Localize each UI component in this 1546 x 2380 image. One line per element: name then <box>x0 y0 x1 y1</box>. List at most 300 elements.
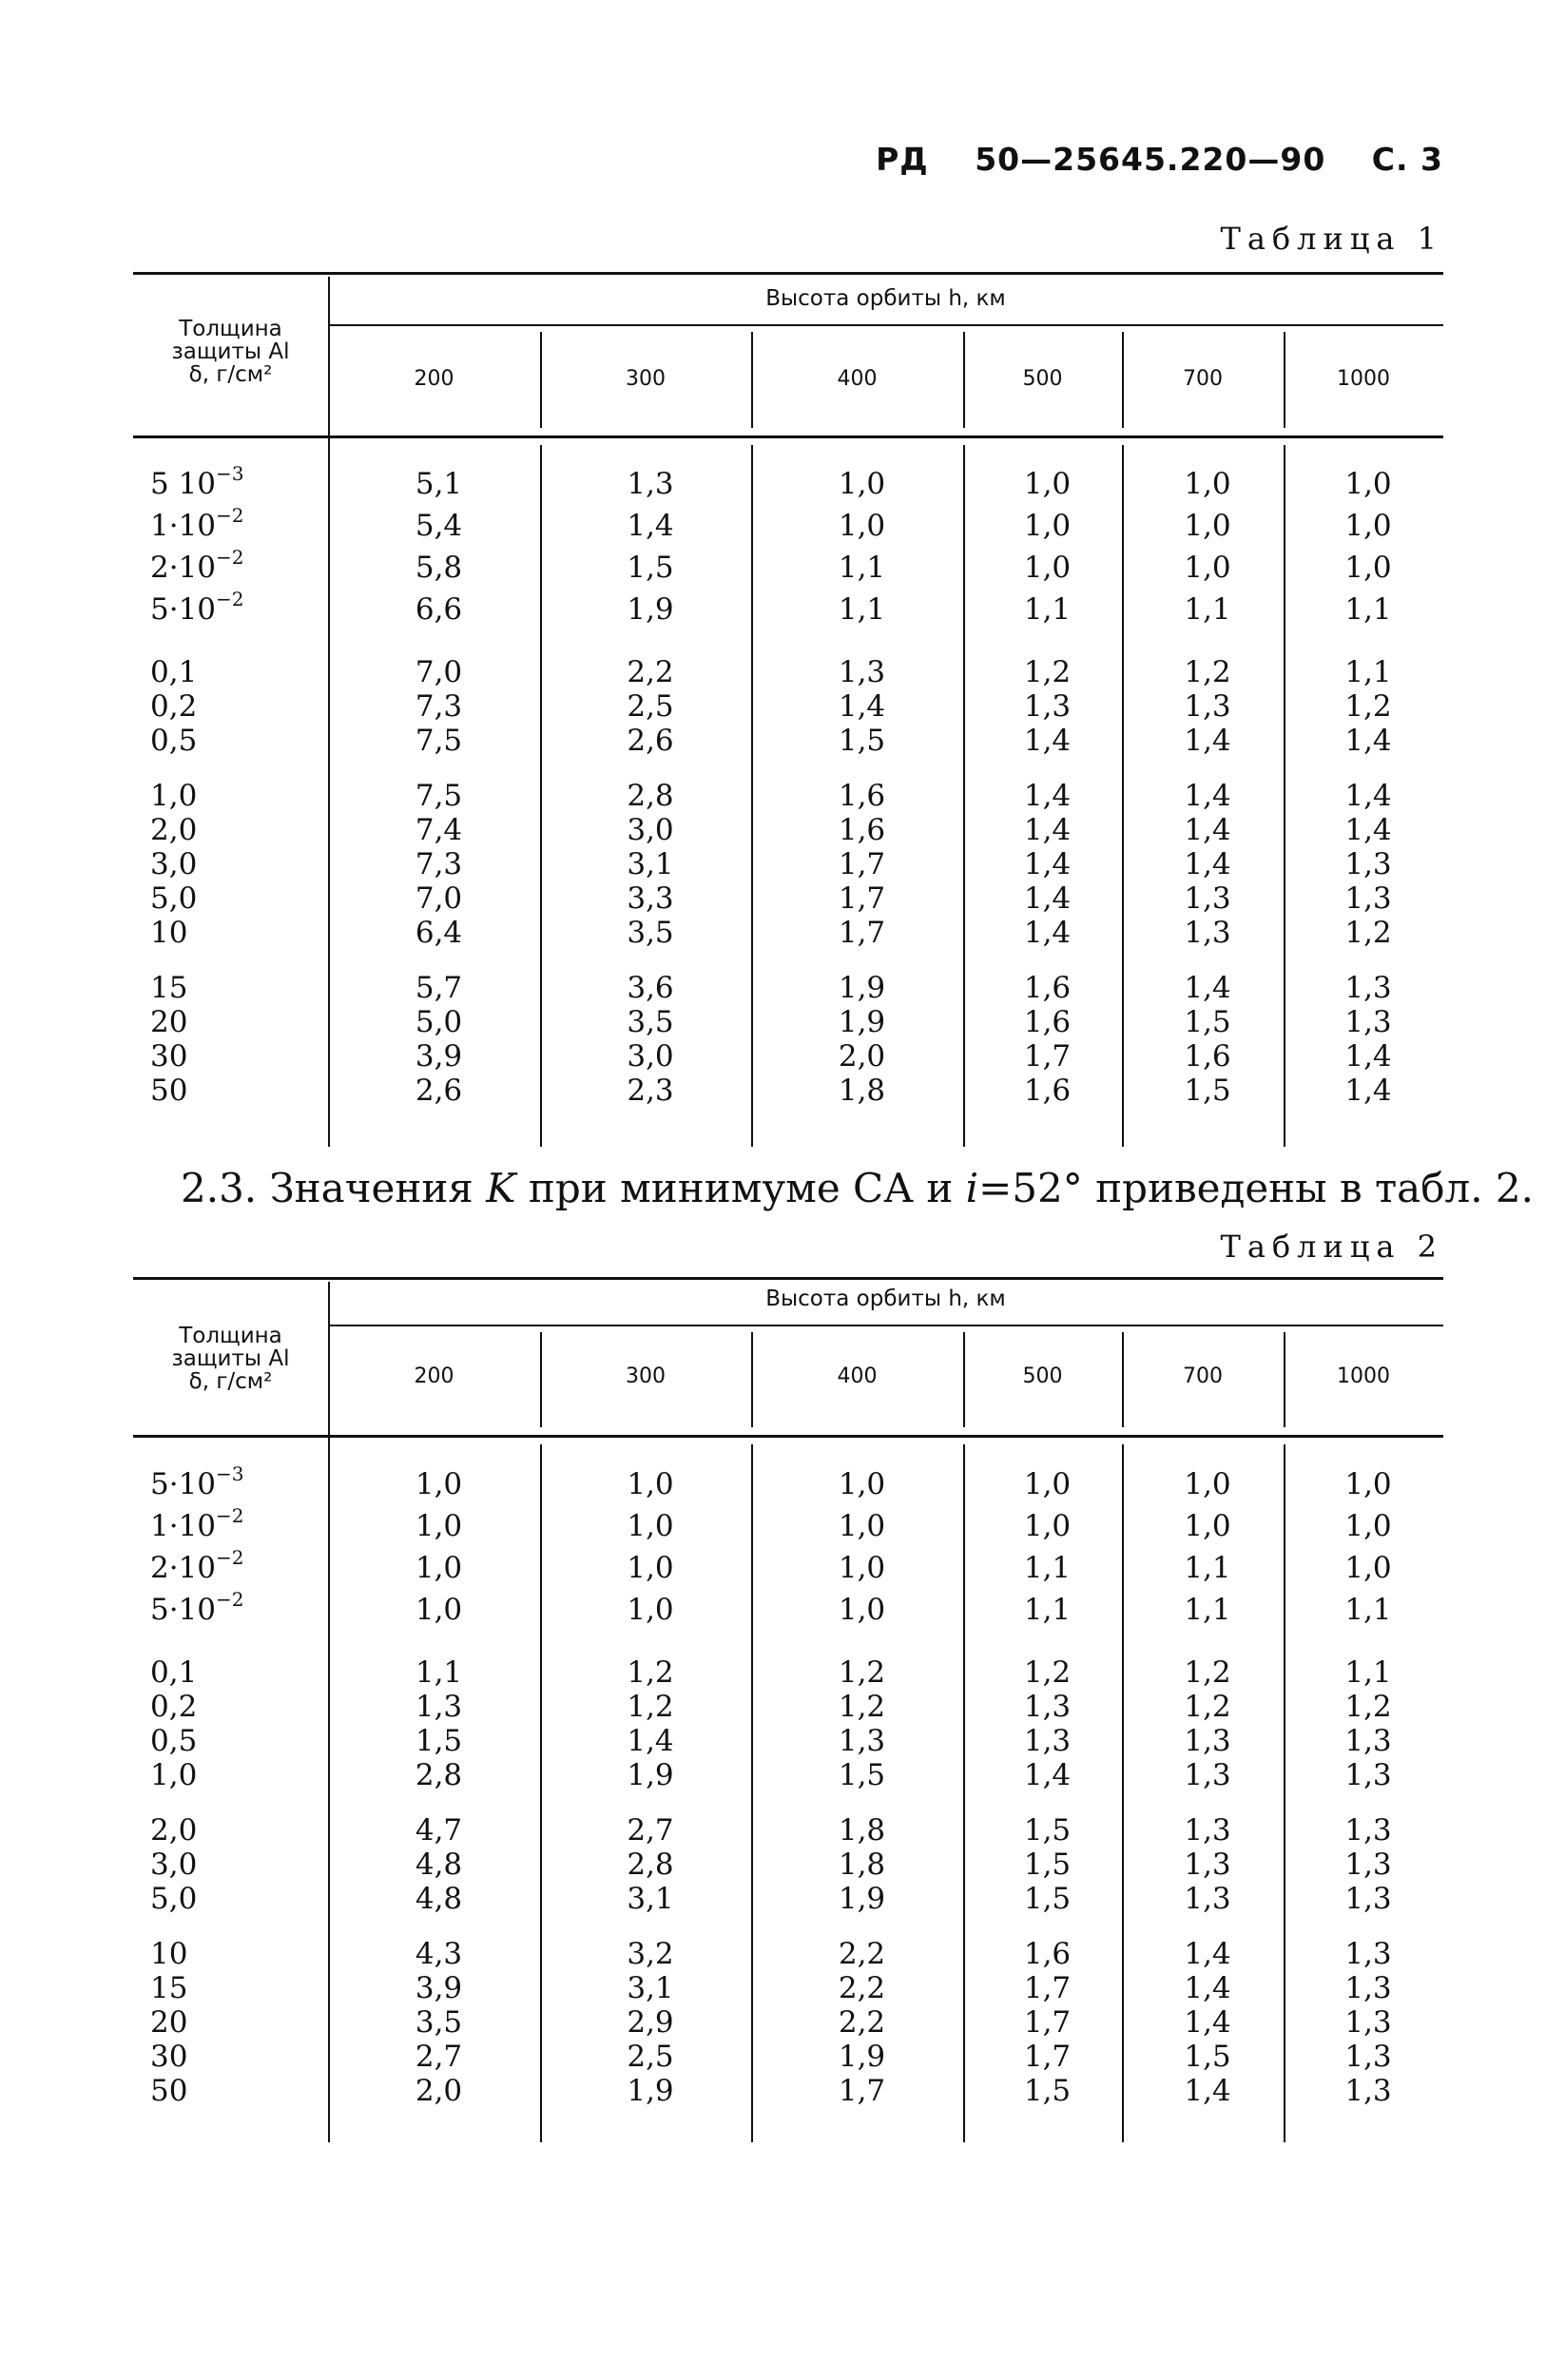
thickness-cell <box>150 1546 244 1585</box>
thickness-cell <box>150 916 187 950</box>
value-cell: 1,9 <box>838 971 886 1005</box>
value-cell: 1,1 <box>1184 592 1231 627</box>
value-cell: 1,4 <box>627 509 674 543</box>
value-cell: 1,2 <box>1344 916 1392 950</box>
value-cell: 1,4 <box>1184 847 1231 881</box>
value-cell: 1,4 <box>1023 847 1072 881</box>
table-row <box>133 916 1443 950</box>
value-cell: 1,7 <box>838 881 886 916</box>
value-cell: 1,5 <box>838 724 886 758</box>
table-row <box>133 1937 1443 1971</box>
thickness-base: 1,0 <box>150 779 198 813</box>
table-2-title: Таблица 2 <box>1220 1229 1443 1265</box>
value-cell: 7,3 <box>415 847 463 881</box>
table-row <box>133 1882 1443 1916</box>
span-rule <box>328 324 1443 326</box>
column-header: 200 <box>414 367 454 391</box>
table-row <box>133 1039 1443 1074</box>
table-row <box>133 1655 1443 1690</box>
value-cell: 1,0 <box>1344 467 1392 501</box>
thickness-cell <box>150 1882 197 1916</box>
column-header: 400 <box>837 1364 878 1388</box>
column-header: 400 <box>837 367 878 391</box>
thickness-base: 10 <box>150 1937 188 1971</box>
thickness-base: 3,0 <box>150 1848 198 1882</box>
value-cell: 1,8 <box>838 1848 886 1882</box>
value-cell: 4,8 <box>415 1882 463 1916</box>
column-header: 500 <box>1022 1364 1063 1388</box>
thickness-cell <box>150 971 187 1005</box>
value-cell: 1,0 <box>627 1509 674 1543</box>
value-cell: 1,3 <box>1344 1971 1392 2005</box>
value-cell: 1,3 <box>1184 1724 1231 1758</box>
value-cell: 1,3 <box>1344 1813 1392 1848</box>
value-cell: 1,0 <box>838 509 886 543</box>
span-header: Высота орбиты h, км <box>765 1287 1006 1311</box>
value-cell: 1,5 <box>838 1758 886 1792</box>
table-row <box>133 1690 1443 1724</box>
table-row <box>133 689 1443 724</box>
table-row <box>133 881 1443 916</box>
value-cell: 2,6 <box>415 1074 463 1108</box>
value-cell: 3,6 <box>627 971 674 1005</box>
thickness-base: 0,5 <box>150 1724 198 1758</box>
value-cell: 1,1 <box>1344 1593 1392 1627</box>
value-cell: 1,3 <box>1344 1882 1392 1916</box>
thickness-base: 15 <box>150 971 188 1005</box>
thickness-exponent: −3 <box>216 462 244 485</box>
value-cell: 1,4 <box>1184 724 1231 758</box>
col-divider <box>1122 332 1124 428</box>
value-cell: 2,2 <box>838 1971 886 2005</box>
thickness-base: 20 <box>150 1005 188 1039</box>
table-row <box>133 779 1443 813</box>
value-cell: 1,0 <box>627 1593 674 1627</box>
value-cell: 5,1 <box>415 467 463 501</box>
thickness-cell <box>150 2040 187 2074</box>
value-cell: 3,2 <box>627 1937 674 1971</box>
value-cell: 1,4 <box>1184 971 1231 1005</box>
value-cell: 4,7 <box>415 1813 463 1848</box>
value-cell: 7,4 <box>415 813 463 847</box>
thickness-cell <box>150 1005 187 1039</box>
thickness-base: 2·10 <box>150 551 217 585</box>
row-header-line: защиты Al <box>171 339 290 364</box>
paragraph-2-3: 2.3. Значения K при минимуме СА и i=52° приведены в табл. 2. <box>181 1165 1534 1211</box>
value-cell: 1,2 <box>1184 655 1231 689</box>
column-header: 700 <box>1183 367 1223 391</box>
value-cell: 1,3 <box>1344 971 1392 1005</box>
value-cell: 3,0 <box>627 813 674 847</box>
column-header: 700 <box>1183 1364 1223 1388</box>
value-cell: 1,3 <box>1023 689 1072 724</box>
value-cell: 5,0 <box>415 1005 463 1039</box>
value-cell: 1,4 <box>1184 779 1231 813</box>
value-cell: 1,2 <box>627 1655 674 1690</box>
thickness-cell <box>150 1848 197 1882</box>
thickness-cell <box>150 881 197 916</box>
value-cell: 3,1 <box>627 1971 674 2005</box>
value-cell: 1,9 <box>838 1005 886 1039</box>
column-header: 200 <box>414 1364 454 1388</box>
value-cell: 1,8 <box>838 1813 886 1848</box>
value-cell: 1,3 <box>1184 1813 1231 1848</box>
value-cell: 1,3 <box>627 467 674 501</box>
thickness-base: 1,0 <box>150 1758 198 1792</box>
thickness-base: 30 <box>150 1039 188 1074</box>
value-cell: 1,0 <box>415 1551 463 1585</box>
table-row <box>133 971 1443 1005</box>
value-cell: 1,3 <box>1344 2005 1392 2040</box>
value-cell: 1,8 <box>838 1074 886 1108</box>
value-cell: 2,8 <box>627 1848 674 1882</box>
value-cell: 1,0 <box>1344 1467 1392 1501</box>
table-row <box>133 1813 1443 1848</box>
value-cell: 1,0 <box>838 1467 886 1501</box>
thickness-cell <box>150 1504 244 1543</box>
table-row <box>133 1848 1443 1882</box>
table-row <box>133 724 1443 758</box>
value-cell: 2,2 <box>838 2005 886 2040</box>
row-header-line: δ, г/см² <box>188 1369 273 1394</box>
thickness-base: 2,0 <box>150 1813 198 1848</box>
value-cell: 1,0 <box>1023 1509 1072 1543</box>
column-header: 1000 <box>1337 1364 1390 1388</box>
thickness-base: 0,2 <box>150 689 198 724</box>
value-cell: 1,2 <box>838 1690 886 1724</box>
thickness-base: 5,0 <box>150 1882 198 1916</box>
value-cell: 1,3 <box>1023 1724 1072 1758</box>
table-row <box>133 1546 1443 1585</box>
value-cell: 1,3 <box>1344 881 1392 916</box>
value-cell: 1,1 <box>1023 592 1072 627</box>
column-header: 300 <box>626 367 666 391</box>
value-cell: 1,0 <box>838 1551 886 1585</box>
value-cell: 1,3 <box>1344 1937 1392 1971</box>
value-cell: 1,3 <box>1184 881 1231 916</box>
value-cell: 1,0 <box>1344 1551 1392 1585</box>
value-cell: 1,4 <box>1184 1937 1231 1971</box>
value-cell: 1,5 <box>1023 1848 1072 1882</box>
value-cell: 1,5 <box>627 551 674 585</box>
value-cell: 3,9 <box>415 1971 463 2005</box>
value-cell: 1,9 <box>627 1758 674 1792</box>
value-cell: 1,4 <box>1184 1971 1231 2005</box>
thickness-base: 2,0 <box>150 813 198 847</box>
span-header: Высота орбиты h, км <box>765 286 1006 311</box>
table-row <box>133 1758 1443 1792</box>
value-cell: 1,1 <box>1023 1593 1072 1627</box>
value-cell: 1,0 <box>1344 551 1392 585</box>
value-cell: 1,3 <box>1184 1848 1231 1882</box>
col-divider <box>963 332 965 428</box>
thickness-cell <box>150 2074 187 2108</box>
value-cell: 1,2 <box>1023 1655 1072 1690</box>
thickness-base: 5·10 <box>150 592 217 627</box>
table-row <box>133 1074 1443 1108</box>
thickness-base: 3,0 <box>150 847 198 881</box>
col-divider <box>751 332 753 428</box>
table-row <box>133 1971 1443 2005</box>
col-divider <box>1284 332 1285 428</box>
value-cell: 1,3 <box>1184 1758 1231 1792</box>
value-cell: 4,8 <box>415 1848 463 1882</box>
col-divider <box>1284 1332 1285 1427</box>
value-cell: 1,0 <box>415 1509 463 1543</box>
value-cell: 2,8 <box>415 1758 463 1792</box>
value-cell: 1,4 <box>1184 2005 1231 2040</box>
value-cell: 1,0 <box>838 1509 886 1543</box>
value-cell: 1,0 <box>627 1551 674 1585</box>
value-cell: 3,9 <box>415 1039 463 1074</box>
thickness-cell <box>150 1937 187 1971</box>
value-cell: 2,2 <box>627 655 674 689</box>
value-cell: 1,9 <box>627 592 674 627</box>
doc-code: РД <box>876 141 929 178</box>
table-row <box>133 1504 1443 1543</box>
value-cell: 1,6 <box>838 813 886 847</box>
value-cell: 2,0 <box>838 1039 886 1074</box>
value-cell: 1,5 <box>1023 2074 1072 2108</box>
thickness-exponent: −2 <box>216 504 244 527</box>
value-cell: 2,7 <box>415 2040 463 2074</box>
value-cell: 1,6 <box>1023 1005 1072 1039</box>
value-cell: 1,4 <box>1344 813 1392 847</box>
value-cell: 1,3 <box>1344 847 1392 881</box>
value-cell: 1,4 <box>1023 916 1072 950</box>
table-1 <box>133 272 1443 1147</box>
value-cell: 1,0 <box>1184 509 1231 543</box>
col-divider <box>751 1332 753 1427</box>
value-cell: 1,0 <box>415 1593 463 1627</box>
value-cell: 1,7 <box>1023 2005 1072 2040</box>
value-cell: 2,3 <box>627 1074 674 1108</box>
value-cell: 1,2 <box>838 1655 886 1690</box>
value-cell: 1,2 <box>1184 1655 1231 1690</box>
value-cell: 1,4 <box>1023 779 1072 813</box>
value-cell: 3,5 <box>415 2005 463 2040</box>
table-row <box>133 655 1443 689</box>
value-cell: 5,4 <box>415 509 463 543</box>
value-cell: 1,1 <box>1184 1551 1231 1585</box>
value-cell: 1,6 <box>1184 1039 1231 1074</box>
thickness-cell <box>150 504 244 543</box>
table-row <box>133 1005 1443 1039</box>
value-cell: 3,1 <box>627 1882 674 1916</box>
value-cell: 1,1 <box>838 592 886 627</box>
value-cell: 1,0 <box>1184 467 1231 501</box>
value-cell: 6,4 <box>415 916 463 950</box>
value-cell: 1,3 <box>838 1724 886 1758</box>
value-cell: 1,2 <box>1344 1690 1392 1724</box>
col-divider <box>1122 1332 1124 1427</box>
value-cell: 5,8 <box>415 551 463 585</box>
column-header: 1000 <box>1337 367 1390 391</box>
table-row <box>133 504 1443 543</box>
value-cell: 7,0 <box>415 881 463 916</box>
thickness-base: 0,5 <box>150 724 198 758</box>
doc-number: 50—25645.220—90 <box>975 141 1326 178</box>
value-cell: 1,0 <box>1023 551 1072 585</box>
col-divider <box>540 332 542 428</box>
thickness-exponent: −2 <box>216 588 244 610</box>
row-header-line: Толщина <box>179 317 282 341</box>
thickness-cell <box>150 2005 187 2040</box>
value-cell: 1,5 <box>1184 1005 1231 1039</box>
value-cell: 1,0 <box>627 1467 674 1501</box>
value-cell: 1,0 <box>1023 509 1072 543</box>
value-cell: 1,2 <box>1184 1690 1231 1724</box>
value-cell: 2,7 <box>627 1813 674 1848</box>
thickness-base: 1·10 <box>150 1509 217 1543</box>
table-row <box>133 2074 1443 2108</box>
value-cell: 2,5 <box>627 2040 674 2074</box>
value-cell: 1,3 <box>1023 1690 1072 1724</box>
thickness-cell <box>150 1758 197 1792</box>
thickness-cell <box>150 1813 197 1848</box>
value-cell: 1,0 <box>1184 1467 1231 1501</box>
thickness-exponent: −2 <box>216 1546 244 1569</box>
table-row <box>133 546 1443 585</box>
thickness-base: 5·10 <box>150 1593 217 1627</box>
value-cell: 1,9 <box>838 1882 886 1916</box>
table-row <box>133 2005 1443 2040</box>
value-cell: 1,3 <box>1344 1848 1392 1882</box>
value-cell: 1,6 <box>838 779 886 813</box>
table-row <box>133 588 1443 627</box>
value-cell: 1,0 <box>1184 1509 1231 1543</box>
value-cell: 1,4 <box>1344 779 1392 813</box>
row-header-line: Толщина <box>179 1324 282 1348</box>
thickness-base: 2·10 <box>150 1551 217 1585</box>
value-cell: 2,9 <box>627 2005 674 2040</box>
value-cell: 1,4 <box>1023 813 1072 847</box>
table-row <box>133 813 1443 847</box>
value-cell: 1,3 <box>415 1690 463 1724</box>
value-cell: 1,0 <box>1023 467 1072 501</box>
thickness-cell <box>150 847 197 881</box>
top-rule <box>133 272 1443 275</box>
value-cell: 1,6 <box>1023 971 1072 1005</box>
thickness-exponent: −2 <box>216 546 244 569</box>
value-cell: 7,3 <box>415 689 463 724</box>
span-rule <box>328 1325 1443 1326</box>
page-header <box>876 141 1443 178</box>
table-row <box>133 1724 1443 1758</box>
value-cell: 1,4 <box>1344 1074 1392 1108</box>
value-cell: 1,3 <box>1184 916 1231 950</box>
thickness-cell <box>150 779 197 813</box>
thickness-cell <box>150 655 197 689</box>
value-cell: 1,5 <box>415 1724 463 1758</box>
value-cell: 1,7 <box>838 847 886 881</box>
value-cell: 7,0 <box>415 655 463 689</box>
row-header <box>133 1325 328 1393</box>
value-cell: 1,7 <box>1023 1971 1072 2005</box>
table-row <box>133 1462 1443 1501</box>
row-header-line: защиты Al <box>171 1346 290 1371</box>
thickness-base: 0,1 <box>150 1655 198 1690</box>
thickness-cell <box>150 1655 197 1690</box>
value-cell: 1,5 <box>1023 1882 1072 1916</box>
value-cell: 1,7 <box>1023 1039 1072 1074</box>
value-cell: 3,3 <box>627 881 674 916</box>
thickness-cell <box>150 724 197 758</box>
value-cell: 1,9 <box>627 2074 674 2108</box>
thickness-base: 50 <box>150 1074 188 1108</box>
top-rule <box>133 1277 1443 1280</box>
table-2 <box>133 1277 1443 2142</box>
value-cell: 3,0 <box>627 1039 674 1074</box>
thickness-base: 5 10 <box>150 467 217 501</box>
thickness-exponent: −2 <box>216 1504 244 1527</box>
thickness-cell <box>150 588 244 627</box>
value-cell: 1,1 <box>415 1655 463 1690</box>
thickness-cell <box>150 1690 197 1724</box>
value-cell: 4,3 <box>415 1937 463 1971</box>
value-cell: 1,1 <box>1344 1655 1392 1690</box>
thickness-cell <box>150 689 197 724</box>
thickness-base: 50 <box>150 2074 188 2108</box>
value-cell: 1,0 <box>1023 1467 1072 1501</box>
value-cell: 1,3 <box>1184 689 1231 724</box>
value-cell: 1,3 <box>1184 1882 1231 1916</box>
value-cell: 1,1 <box>838 551 886 585</box>
value-cell: 1,3 <box>1344 1724 1392 1758</box>
table-row <box>133 1588 1443 1627</box>
value-cell: 1,1 <box>1344 655 1392 689</box>
value-cell: 1,3 <box>1344 1005 1392 1039</box>
value-cell: 1,6 <box>1023 1074 1072 1108</box>
value-cell: 1,0 <box>838 1593 886 1627</box>
thickness-exponent: −2 <box>216 1588 244 1611</box>
value-cell: 1,5 <box>1184 1074 1231 1108</box>
value-cell: 1,6 <box>1023 1937 1072 1971</box>
value-cell: 1,3 <box>838 655 886 689</box>
value-cell: 1,3 <box>1344 2040 1392 2074</box>
value-cell: 3,1 <box>627 847 674 881</box>
value-cell: 1,4 <box>1184 2074 1231 2108</box>
value-cell: 1,0 <box>1344 509 1392 543</box>
column-header: 500 <box>1022 367 1063 391</box>
value-cell: 2,6 <box>627 724 674 758</box>
thickness-cell <box>150 813 197 847</box>
value-cell: 1,0 <box>1184 551 1231 585</box>
thickness-base: 5·10 <box>150 1467 217 1501</box>
thickness-base: 30 <box>150 2040 188 2074</box>
value-cell: 1,3 <box>1344 2074 1392 2108</box>
value-cell: 1,2 <box>1023 655 1072 689</box>
value-cell: 1,5 <box>1184 2040 1231 2074</box>
value-cell: 1,2 <box>1344 689 1392 724</box>
table-1-title: Таблица 1 <box>1220 221 1443 257</box>
thickness-cell <box>150 1971 187 2005</box>
value-cell: 1,1 <box>1344 592 1392 627</box>
thickness-cell <box>150 1588 244 1627</box>
value-cell: 2,0 <box>415 2074 463 2108</box>
value-cell: 1,4 <box>1184 813 1231 847</box>
col-divider <box>540 1332 542 1427</box>
value-cell: 1,1 <box>1023 1551 1072 1585</box>
value-cell: 1,4 <box>1344 1039 1392 1074</box>
value-cell: 1,4 <box>1023 881 1072 916</box>
thickness-base: 1·10 <box>150 509 217 543</box>
thickness-cell <box>150 1074 187 1108</box>
row-header <box>133 318 328 386</box>
col-divider <box>963 1332 965 1427</box>
thickness-base: 15 <box>150 1971 188 2005</box>
value-cell: 1,0 <box>838 467 886 501</box>
